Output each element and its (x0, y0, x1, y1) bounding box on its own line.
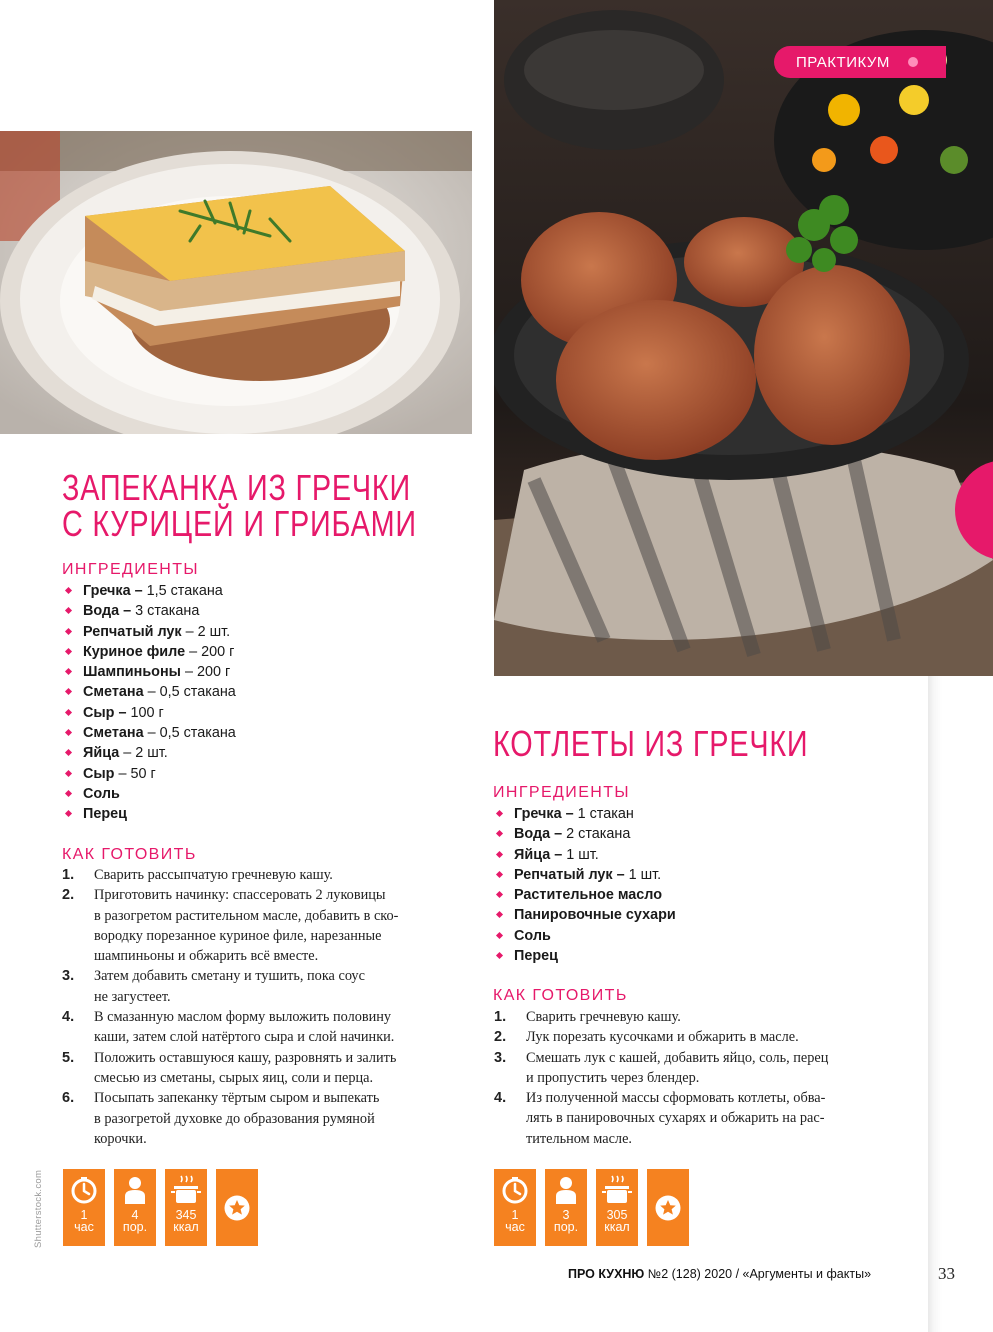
step-text: корочки. (94, 1130, 147, 1147)
step-text: каши, затем слой натёртого сыра и слой начинки. (94, 1029, 395, 1046)
recipe1-title-line: ЗАПЕКАНКА ИЗ ГРЕЧКИ (62, 467, 411, 508)
person-icon (120, 1175, 150, 1205)
ingredient-name: Сыр – (83, 704, 127, 721)
casserole-photo (0, 131, 472, 434)
recipe1-badges (63, 1169, 258, 1246)
step-text: Приготовить начинку: спассеровать 2 луковицы (94, 887, 386, 904)
step-number: 3. (494, 1049, 507, 1066)
step-text: в разогретом растительном масле, добавить в ско- (94, 907, 399, 924)
ingredient-name: Растительное масло (514, 887, 663, 904)
ingredient-amount: – 2 шт. (119, 745, 168, 762)
step-text: Сварить рассыпчатую гречневую кашу. (94, 867, 333, 883)
ingredient-item (62, 601, 236, 621)
step-text: Сварить гречневую кашу. (526, 1009, 681, 1025)
recipe1-steps-list (62, 865, 482, 1149)
step-number: 5. (62, 1049, 75, 1066)
step-text: шампиньоны и обжарить всё вместе. (94, 948, 319, 965)
section-tag-label: ПРАКТИКУМ (796, 53, 890, 71)
step-text: Смешать лук с кашей, добавить яйцо, соль, перец (526, 1049, 829, 1066)
issue-info: №2 (128) 2020 / «Аргументы и факты» (644, 1267, 872, 1281)
step-item (62, 865, 482, 885)
pot-icon (171, 1175, 201, 1205)
cutlets-photo (494, 0, 993, 676)
step-text: лять в панировочных сухарях и обжарить на рас- (526, 1110, 825, 1127)
calories-badge (596, 1169, 638, 1246)
ingredient-amount: – 200 г (185, 643, 235, 660)
step-text: в разогретой духовке до образования румяной (94, 1110, 375, 1127)
recipe1-ingredients-list (62, 581, 236, 825)
step-item (62, 1007, 482, 1048)
servings-value: 3 (562, 1208, 570, 1222)
servings-unit: пор. (122, 1220, 148, 1234)
ingredient-amount: – 0,5 стакана (143, 725, 236, 742)
step-number: 6. (62, 1090, 75, 1107)
pot-icon (602, 1175, 632, 1205)
recipe2-ingredients-heading: ИНГРЕДИЕНТЫ (493, 784, 630, 801)
time-unit: час (505, 1220, 525, 1234)
recipe2-steps-list (494, 1007, 904, 1149)
step-text: вородку порезанное куриное филе, нарезанные (94, 927, 382, 944)
ingredient-name: Сметана (83, 725, 144, 742)
page-footer (568, 1267, 871, 1281)
time-badge (494, 1169, 536, 1246)
recipe2-badges (494, 1169, 689, 1246)
ingredient-name: Репчатый лук – (514, 866, 625, 883)
step-number: 3. (62, 968, 75, 985)
ingredient-item (493, 885, 676, 905)
ingredient-amount: – 50 г (114, 765, 156, 782)
clock-icon (69, 1175, 99, 1205)
step-number: 1. (494, 1009, 507, 1025)
ingredient-item (62, 804, 236, 824)
step-item (494, 1007, 904, 1027)
ingredient-item (62, 784, 236, 804)
ingredient-name: Панировочные сухари (514, 907, 676, 924)
ingredient-name: Яйца – (514, 846, 563, 863)
ingredient-amount: 1 стакан (573, 806, 634, 822)
calories-badge (165, 1169, 207, 1246)
recipe1-ingredients-heading: ИНГРЕДИЕНТЫ (62, 561, 199, 578)
ingredient-item (62, 581, 236, 601)
ingredient-item (493, 905, 676, 925)
recipe2-title (493, 723, 809, 764)
step-item (494, 1027, 904, 1047)
servings-badge (114, 1169, 156, 1246)
ingredient-name: Сыр (83, 765, 115, 782)
ingredient-amount: 1 шт. (562, 846, 599, 863)
ingredient-item (62, 642, 236, 662)
ingredient-amount: 100 г (126, 704, 164, 721)
ingredient-amount: – 2 шт. (181, 623, 231, 640)
ingredient-item (62, 622, 236, 642)
step-item (62, 966, 482, 1007)
star-icon (223, 1194, 251, 1222)
recipe1-steps-heading: КАК ГОТОВИТЬ (62, 846, 197, 863)
ingredient-item (493, 804, 676, 824)
step-text: Из полученной массы сформовать котлеты, обва- (526, 1090, 826, 1107)
rating-badge (647, 1169, 689, 1246)
ingredient-name: Яйца (83, 745, 120, 762)
ingredient-name: Соль (83, 785, 120, 802)
servings-badge (545, 1169, 587, 1246)
rating-badge (216, 1169, 258, 1246)
ingredient-name: Шампиньоны (83, 664, 181, 681)
page-number: 33 (938, 1264, 955, 1283)
ingredient-name: Перец (514, 948, 558, 965)
ingredient-name: Репчатый лук (83, 623, 182, 640)
step-item (62, 1048, 482, 1089)
step-item (494, 1088, 904, 1149)
clock-icon (500, 1175, 530, 1205)
ingredient-item (493, 926, 676, 946)
calories-value: 305 (606, 1208, 628, 1222)
person-icon (551, 1175, 581, 1205)
step-text: Затем добавить сметану и тушить, пока соус (94, 968, 365, 985)
step-text: Посыпать запеканку тёртым сыром и выпекать (94, 1090, 380, 1107)
ingredient-amount: 2 стакана (562, 826, 631, 843)
step-text: не загустеет. (94, 988, 171, 1005)
step-text: В смазанную маслом форму выложить половину (94, 1009, 392, 1026)
time-value: 1 (511, 1208, 519, 1222)
step-text: тительном масле. (526, 1130, 632, 1147)
ingredient-name: Соль (514, 927, 551, 944)
time-badge (63, 1169, 105, 1246)
step-item (62, 1088, 482, 1149)
ingredient-amount: 1 шт. (624, 866, 662, 883)
servings-value: 4 (131, 1208, 139, 1222)
recipe2-steps-heading: КАК ГОТОВИТЬ (493, 987, 628, 1004)
ingredient-name: Куриное филе (83, 643, 186, 660)
ingredient-item (62, 743, 236, 763)
time-value: 1 (80, 1208, 88, 1222)
ingredient-item (493, 845, 676, 865)
ingredient-item (493, 824, 676, 844)
ingredient-name: Перец (83, 806, 127, 823)
star-icon (654, 1194, 682, 1222)
ingredient-item (493, 946, 676, 966)
calories-unit: ккал (173, 1220, 199, 1234)
time-unit: час (74, 1220, 94, 1234)
recipe2-ingredients-list (493, 804, 676, 966)
ingredient-amount: 1,5 стакана (142, 583, 223, 599)
step-number: 2. (494, 1029, 507, 1046)
ingredient-name: Вода – (514, 826, 563, 843)
step-number: 2. (62, 887, 75, 904)
recipe1-title (62, 467, 417, 544)
step-text: Положить оставшуюся кашу, разровнять и залить (94, 1049, 397, 1066)
magazine-name: ПРО КУХНЮ (568, 1267, 645, 1281)
ingredient-amount: – 0,5 стакана (143, 684, 236, 701)
step-number: 1. (62, 867, 75, 883)
ingredient-item (62, 662, 236, 682)
servings-unit: пор. (553, 1220, 579, 1234)
tag-dot-icon (908, 57, 918, 67)
recipe1-title-line: С КУРИЦЕЙ И ГРИБАМИ (62, 503, 417, 544)
ingredient-item (493, 865, 676, 885)
ingredient-item (62, 703, 236, 723)
calories-unit: ккал (604, 1220, 630, 1234)
step-number: 4. (494, 1090, 507, 1107)
step-text: смесью из сметаны, сырых яиц, соли и перца. (94, 1069, 374, 1086)
recipe2-title-line: КОТЛЕТЫ ИЗ ГРЕЧКИ (493, 723, 809, 764)
ingredient-item (62, 764, 236, 784)
ingredient-name: Гречка – (514, 806, 574, 822)
ingredient-name: Сметана (83, 684, 144, 701)
section-tag (774, 46, 946, 78)
step-text: и пропустить через блендер. (526, 1069, 700, 1086)
ingredient-name: Гречка – (83, 583, 143, 599)
ingredient-amount: 3 стакана (131, 603, 200, 620)
photo-credit: Shutterstock.com (33, 1169, 44, 1248)
ingredient-item (62, 682, 236, 702)
ingredient-name: Вода – (83, 603, 132, 620)
ingredient-item (62, 723, 236, 743)
step-text: Лук порезать кусочками и обжарить в масле. (526, 1029, 799, 1046)
step-item (62, 885, 482, 966)
ingredient-amount: – 200 г (180, 664, 231, 681)
calories-value: 345 (175, 1208, 197, 1222)
step-item (494, 1048, 904, 1089)
step-number: 4. (62, 1009, 75, 1026)
